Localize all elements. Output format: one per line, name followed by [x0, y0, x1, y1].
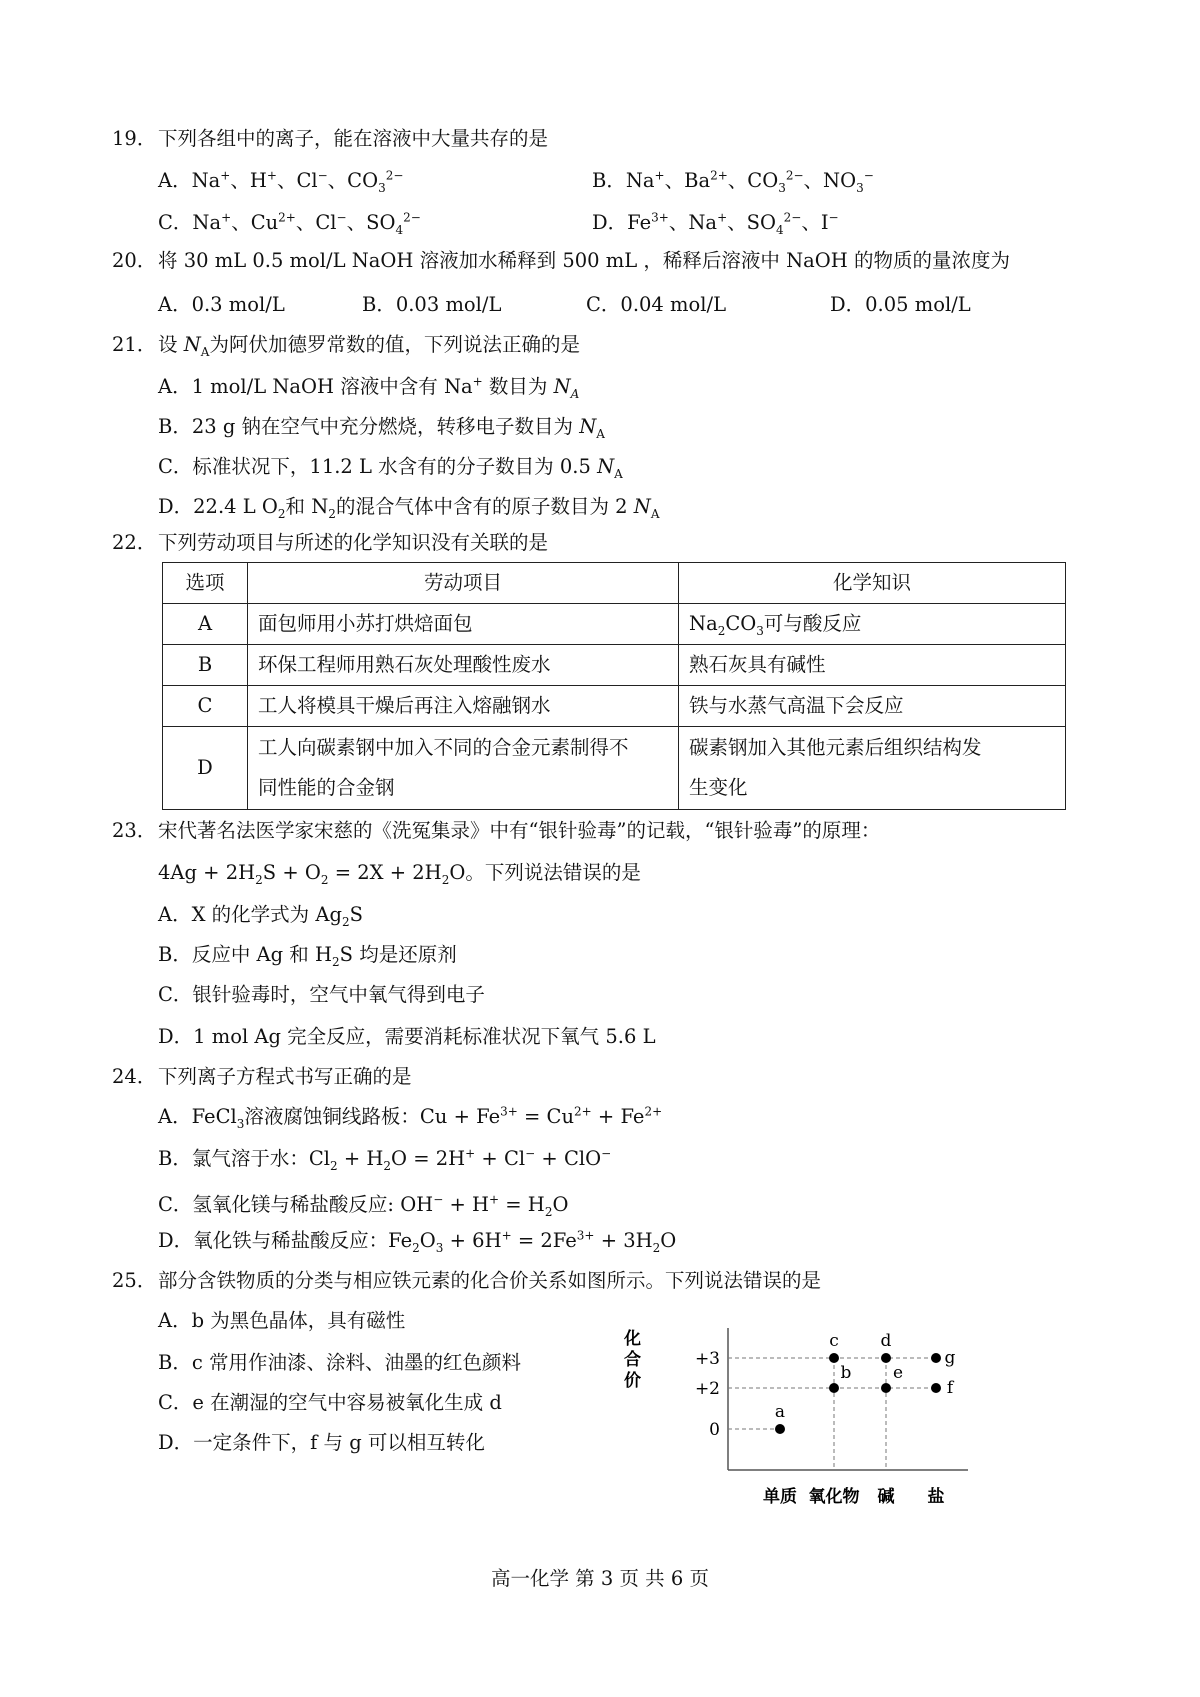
data-point-f: [931, 1383, 941, 1393]
q20-option-b: B．0.03 mol/L: [362, 293, 502, 316]
q20-option-c: C．0.04 mol/L: [586, 293, 727, 316]
table-row: [163, 604, 1066, 645]
q21-option-d: D．22.4 L $O_2$和 $N_2$的混合气体中含有的原子数目为 2 $N_A$: [158, 495, 660, 521]
table-row: [163, 727, 1066, 810]
q19-option-c: C．Na+、$Cu^{2+}$、Cl−、$SO_4^{2-}$: [158, 210, 421, 237]
y-tick-label: +3: [694, 1349, 720, 1369]
q25-stem: 25．部分含铁物质的分类与相应铁元素的化合价关系如图所示。下列说法错误的是: [112, 1269, 822, 1292]
q23-option-d: D．1 mol Ag 完全反应，需要消耗标准状况下氧气 5.6 L: [158, 1025, 656, 1048]
q20-stem: 20．将 30 mL 0.5 mol/L NaOH 溶液加水稀释到 500 mL ，稀释后溶液中 NaOH 的物质的量浓度为: [112, 249, 1010, 272]
q19-option-d: D．$Fe^{3+}$、Na+、$SO_4^{2-}$、I−: [592, 210, 839, 237]
data-point-a: [775, 1424, 785, 1434]
q24-stem: 24．下列离子方程式书写正确的是: [112, 1065, 412, 1088]
point-label-a: a: [774, 1402, 786, 1422]
q25-option-d: D．一定条件下，f 与 g 可以相互转化: [158, 1431, 485, 1454]
page-footer: 高一化学 第 3 页 共 6 页: [490, 1567, 709, 1590]
data-point-b: [829, 1383, 839, 1393]
q21-option-c: C．标准状况下，11.2 L 水含有的分子数目为 0.5 $N_A$: [158, 455, 623, 481]
point-label-e: e: [892, 1363, 904, 1383]
table-cell: 碳素钢加入其他元素后组织结构发 生变化: [679, 727, 1066, 810]
q25-option-c: C．e 在潮湿的空气中容易被氧化生成 d: [158, 1391, 502, 1414]
y-tick-label: +2: [694, 1379, 720, 1399]
q22-stem: 22．下列劳动项目与所述的化学知识没有关联的是: [112, 531, 549, 554]
valence-chart: [624, 1328, 978, 1518]
q24-option-c: C．氢氧化镁与稀盐酸反应: $OH^- + H^+ = H_2O$: [158, 1192, 569, 1219]
table-header: 选项: [163, 563, 248, 604]
table-cell: 熟石灰具有碱性: [679, 645, 1066, 686]
q19-option-b: B．Na+、$Ba^{2+}$、$CO_3^{2-}$、$NO_3^-$: [592, 168, 874, 195]
point-label-d: d: [880, 1331, 892, 1351]
q24-option-b: B．氯气溶于水：$Cl_2 + H_2O = 2H^+ + Cl^- + ClO^-$: [158, 1146, 612, 1173]
table-cell: 面包师用小苏打烘焙面包: [248, 604, 679, 645]
point-label-b: b: [840, 1363, 852, 1383]
table-row: [163, 686, 1066, 727]
x-tick-label: 单质: [763, 1487, 797, 1507]
table-row: [163, 645, 1066, 686]
x-tick-label: 氧化物: [808, 1487, 860, 1507]
table-cell: 铁与水蒸气高温下会反应: [679, 686, 1066, 727]
x-tick-label: 碱: [877, 1487, 895, 1507]
data-point-d: [881, 1353, 891, 1363]
x-tick-label: 盐: [927, 1487, 945, 1507]
data-point-e: [881, 1383, 891, 1393]
point-label-g: g: [944, 1348, 956, 1368]
table-cell: C: [163, 686, 248, 727]
y-axis-label: 合: [624, 1350, 641, 1370]
q23-option-a: A．X 的化学式为 $Ag_2S$: [158, 903, 363, 929]
q23-equation: $4Ag + 2H_2S + O_2 = 2X + 2H_2O$。下列说法错误的是: [158, 861, 641, 887]
q20-option-d: D．0.05 mol/L: [830, 293, 971, 316]
q24-option-d: D．氧化铁与稀盐酸反应：$Fe_2O_3 + 6H^+ = 2Fe^{3+} + 3H_2O$: [158, 1228, 677, 1255]
q19-number: 19．: [112, 127, 157, 150]
q23-option-c: C．银针验毒时，空气中氧气得到电子: [158, 983, 485, 1006]
q19-stem: [112, 126, 548, 152]
y-axis-label: 化: [624, 1329, 641, 1349]
table-cell: 工人将模具干燥后再注入熔融钢水: [248, 686, 679, 727]
table-cell: D: [163, 727, 248, 810]
q24-option-a: A．FeCl$_3$溶液腐蚀铜线路板：$Cu + Fe^{3+} = Cu^{2+} + Fe^{2+}$: [158, 1104, 663, 1131]
q25-option-b: B．c 常用作油漆、涂料、油墨的红色颜料: [158, 1351, 521, 1374]
point-label-f: f: [946, 1378, 954, 1398]
table-header-row: [163, 563, 1066, 604]
q22-table: [162, 562, 1066, 810]
table-cell: $Na_2CO_3$可与酸反应: [679, 604, 1066, 645]
q21-option-b: B．23 g 钠在空气中充分燃烧，转移电子数目为 $N_A$: [158, 415, 605, 441]
table-cell: A: [163, 604, 248, 645]
table-cell: B: [163, 645, 248, 686]
y-axis-label: 价: [624, 1371, 641, 1391]
data-point-g: [931, 1353, 941, 1363]
q19-option-a: A．Na+、H+、Cl−、$CO_3^{2-}$: [158, 168, 404, 195]
q21-stem: 21．设 $N_A$为阿伏加德罗常数的值，下列说法正确的是: [112, 333, 580, 359]
table-header: 劳动项目: [248, 563, 679, 604]
q23-stem: 23．宋代著名法医学家宋慈的《洗冤集录》中有“银针验毒”的记载，“银针验毒”的原理：: [112, 819, 881, 842]
y-tick-label: 0: [709, 1420, 720, 1440]
point-label-c: c: [829, 1331, 839, 1351]
table-cell: 工人向碳素钢中加入不同的合金元素制得不 同性能的合金钢: [248, 727, 679, 810]
table-cell: 环保工程师用熟石灰处理酸性废水: [248, 645, 679, 686]
q21-option-a: A．1 mol/L NaOH 溶液中含有 Na+ 数目为 $N_A$: [158, 374, 580, 401]
q20-option-a: A．0.3 mol/L: [158, 293, 285, 316]
q19-stem-text: 下列各组中的离子，能在溶液中大量共存的是: [158, 127, 549, 150]
table-header: 化学知识: [679, 563, 1066, 604]
q23-option-b: B．反应中 Ag 和 $H_2S$ 均是还原剂: [158, 943, 457, 969]
data-point-c: [829, 1353, 839, 1363]
q25-option-a: A．b 为黑色晶体，具有磁性: [158, 1309, 406, 1332]
